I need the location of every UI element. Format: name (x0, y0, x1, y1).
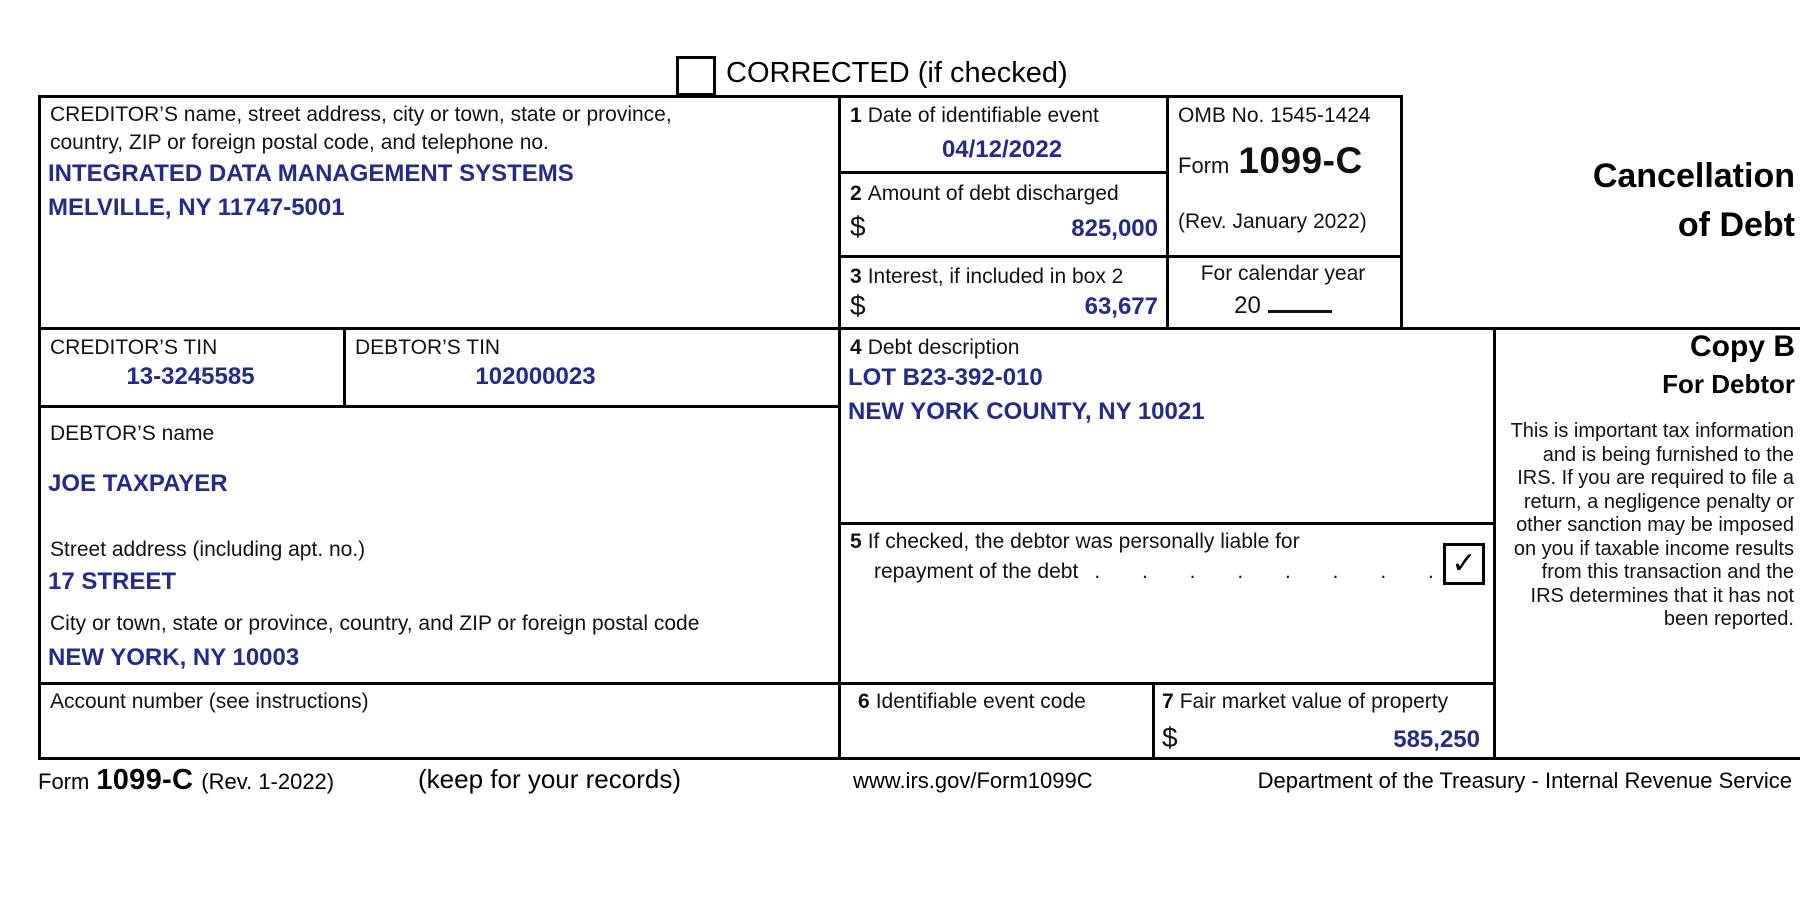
street-address-value: 17 STREET (48, 568, 177, 595)
corrected-checkbox[interactable] (676, 56, 716, 96)
debtor-tin-label: DEBTOR’S TIN (355, 336, 501, 359)
grid-line (838, 95, 841, 757)
omb-number: OMB No. 1545-1424 (1178, 104, 1371, 127)
box4-description-line1: LOT B23-392-010 (848, 364, 1043, 391)
footer-form-number: 1099-C (96, 764, 194, 796)
creditor-tin-value: 13-3245585 (126, 363, 255, 390)
form-number-line (1178, 140, 1363, 182)
footer-form-id (38, 764, 334, 797)
grid-line (38, 757, 1800, 760)
footer-form-revision: (Rev. 1-2022) (201, 769, 335, 794)
box3-label: 3 Interest, if included in box 2 (850, 265, 1124, 288)
box6-number: 6 (858, 690, 870, 713)
form-title-line2: of Debt (1677, 206, 1795, 244)
street-address-label: Street address (including apt. no.) (50, 538, 366, 561)
grid-line (838, 171, 1169, 174)
box5-number: 5 (850, 530, 862, 553)
footer-form-word: Form (38, 769, 90, 794)
box2-dollar-sign: $ (850, 211, 866, 242)
for-debtor-label: For Debtor (1662, 369, 1795, 399)
checkmark-icon: ✓ (1451, 547, 1477, 580)
grid-line (838, 255, 1403, 258)
form-revision: (Rev. January 2022) (1178, 210, 1367, 233)
creditor-name-value: INTEGRATED DATA MANAGEMENT SYSTEMS (48, 160, 574, 187)
footer-irs-url: www.irs.gov/Form1099C (853, 768, 1093, 793)
box4-label: 4 Debt description (850, 336, 1020, 359)
calendar-year-label: For calendar year (1200, 262, 1366, 285)
account-number-label: Account number (see instructions) (50, 690, 369, 713)
copy-b-label: Copy B (1690, 330, 1795, 363)
box7-label: 7 Fair market value of property (1162, 690, 1449, 713)
box7-fmv-value: 585,250 (1393, 726, 1480, 753)
grid-line (838, 522, 1496, 525)
debtor-name-value: JOE TAXPAYER (48, 470, 228, 497)
box1-date-value: 04/12/2022 (941, 136, 1063, 163)
form-title (1410, 152, 1795, 250)
box2-label: 2 Amount of debt discharged (850, 182, 1119, 205)
form-number: 1099-C (1238, 140, 1363, 181)
grid-line (38, 682, 1496, 685)
box5-label-line2: repayment of the debt . . . . . . . . (874, 560, 1435, 583)
grid-line (38, 95, 1403, 98)
city-label: City or town, state or province, country, and ZIP or foreign postal code (50, 612, 700, 635)
box7-dollar-sign: $ (1162, 722, 1178, 753)
box4-number: 4 (850, 336, 862, 359)
box3-dollar-sign: $ (850, 290, 866, 321)
footer-department: Department of the Treasury - Internal Revenue Service (1257, 768, 1792, 793)
creditor-tin-label: CREDITOR’S TIN (50, 336, 218, 359)
box5-liable-checkbox[interactable] (1443, 543, 1485, 585)
box7-number: 7 (1162, 690, 1174, 713)
box1-number: 1 (850, 104, 862, 127)
calendar-year-field (1166, 288, 1400, 320)
box2-number: 2 (850, 182, 862, 205)
city-value: NEW YORK, NY 10003 (48, 644, 300, 671)
grid-line (1400, 95, 1403, 327)
box3-interest-value: 63,677 (1084, 293, 1158, 320)
tax-notice-text: This is important tax information and is being furnished to the IRS. If you are required to file a return, a negligence penalty or other sanction may be imposed on you if taxable income results from this transaction and the IRS determines that it has not been reported. (1510, 420, 1794, 630)
box5-label-line1: 5 If checked, the debtor was personally liable for (850, 530, 1300, 553)
debtor-name-label: DEBTOR’S name (50, 422, 215, 445)
form-title-line1: Cancellation (1592, 157, 1795, 195)
corrected-label: CORRECTED (if checked) (726, 57, 1068, 89)
debtor-tin-value: 102000023 (475, 363, 596, 390)
dot-leader: . . . . . . . . (1094, 560, 1435, 583)
box4-description-line2: NEW YORK COUNTY, NY 10021 (848, 398, 1205, 425)
grid-line (1493, 327, 1496, 757)
grid-line (38, 95, 41, 760)
creditor-city-value: MELVILLE, NY 11747-5001 (48, 194, 345, 221)
calendar-year-prefix: 20 (1234, 292, 1261, 319)
box1-label: 1 Date of identifiable event (850, 104, 1099, 127)
creditor-label: CREDITOR’S name, street address, city or town, state or province, country, ZIP or foreign postal code, and telephone no. (50, 103, 672, 154)
grid-line (38, 405, 841, 408)
box2-amount-value: 825,000 (1071, 215, 1158, 242)
grid-line (1152, 682, 1155, 757)
calendar-year-blank (1268, 288, 1332, 313)
box3-number: 3 (850, 265, 862, 288)
footer-keep-note: (keep for your records) (418, 764, 681, 794)
box6-label: 6 Identifiable event code (858, 690, 1086, 713)
form-word: Form (1178, 153, 1230, 178)
